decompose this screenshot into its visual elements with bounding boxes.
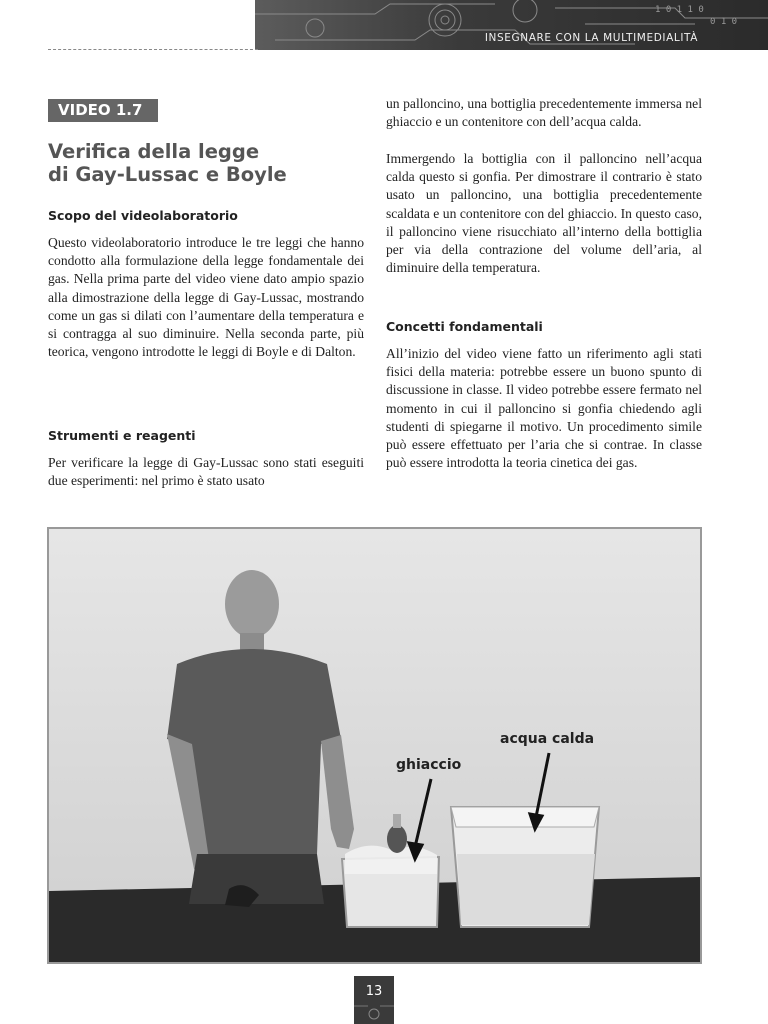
header-dashed-rule [48, 49, 258, 50]
paragraph-scopo: Questo videolaboratorio introduce le tre leggi che hanno condotto alla formulazione della legge fondamentale dei gas. Nella prima parte del video viene dato ampio spazio alla dimostrazione della legge di Gay-Lussac, mostrando come un gas si dilati con l’aumentare della temperatura e si contragga al suo diminuire. Nella seconda parte, più teorica, vengono introdotte le leggi di Boyle e di Dalton. [48, 235, 364, 360]
experiment-photo [47, 527, 702, 964]
paragraph-strumenti-continued-2: Immergendo la bottiglia con il palloncino nell’acqua calda questo si gonfia. Per dimostrare il contrario è stato usato un palloncino, una bottiglia precedentemente scaldata e un contenitore con del ghiaccio. In questo caso, il palloncino viene risucchiato all’interno della bottiglia per via della contrazione del volume dell’aria, al diminuire della temperatura. [386, 151, 702, 276]
hot-water-container [451, 807, 599, 927]
svg-text:0 1 0: 0 1 0 [710, 17, 738, 27]
page-title [48, 140, 368, 186]
page-number: 13 [365, 984, 383, 999]
label-hot-water: acqua calda [500, 731, 595, 747]
section-heading-strumenti: Strumenti e reagenti [48, 428, 196, 443]
video-badge: VIDEO 1.7 [48, 99, 158, 122]
title-line-1: Verifica della legge [48, 140, 260, 163]
paragraph-concetti: All’inizio del video viene fatto un riferimento agli stati fisici della materia: potrebbe essere un buono spunto di discussione in classe. Il video potrebbe essere fermato nel momento in cui il palloncino si gonfia chiedendo agli studenti di spiegarne il motivo. Un procedimento simile può essere effettuato per l’aria che si contrae. In classe può essere introdotta la teoria cinetica dei gas. [386, 346, 702, 471]
paragraph-strumenti: Per verificare la legge di Gay-Lussac sono stati eseguiti due esperimenti: nel primo è stato usato [48, 455, 364, 489]
paragraph-strumenti-continued-1: un palloncino, una bottiglia precedentemente immersa nel ghiaccio e un contenitore con dell’acqua calda. [386, 96, 702, 130]
header-band [255, 0, 768, 50]
header-title: INSEGNARE CON LA MULTIMEDIALITÀ [484, 32, 698, 44]
section-heading-concetti: Concetti fondamentali [386, 319, 543, 334]
page-number-box [354, 976, 394, 1024]
svg-text:1 0 1 1 0: 1 0 1 1 0 [655, 5, 704, 15]
label-ice: ghiaccio [396, 757, 462, 773]
section-heading-scopo: Scopo del videolaboratorio [48, 208, 238, 223]
page-number-decoration [354, 976, 394, 1024]
title-line-2: di Gay-Lussac e Boyle [48, 163, 287, 186]
experiment-photo-illustration [49, 529, 700, 962]
